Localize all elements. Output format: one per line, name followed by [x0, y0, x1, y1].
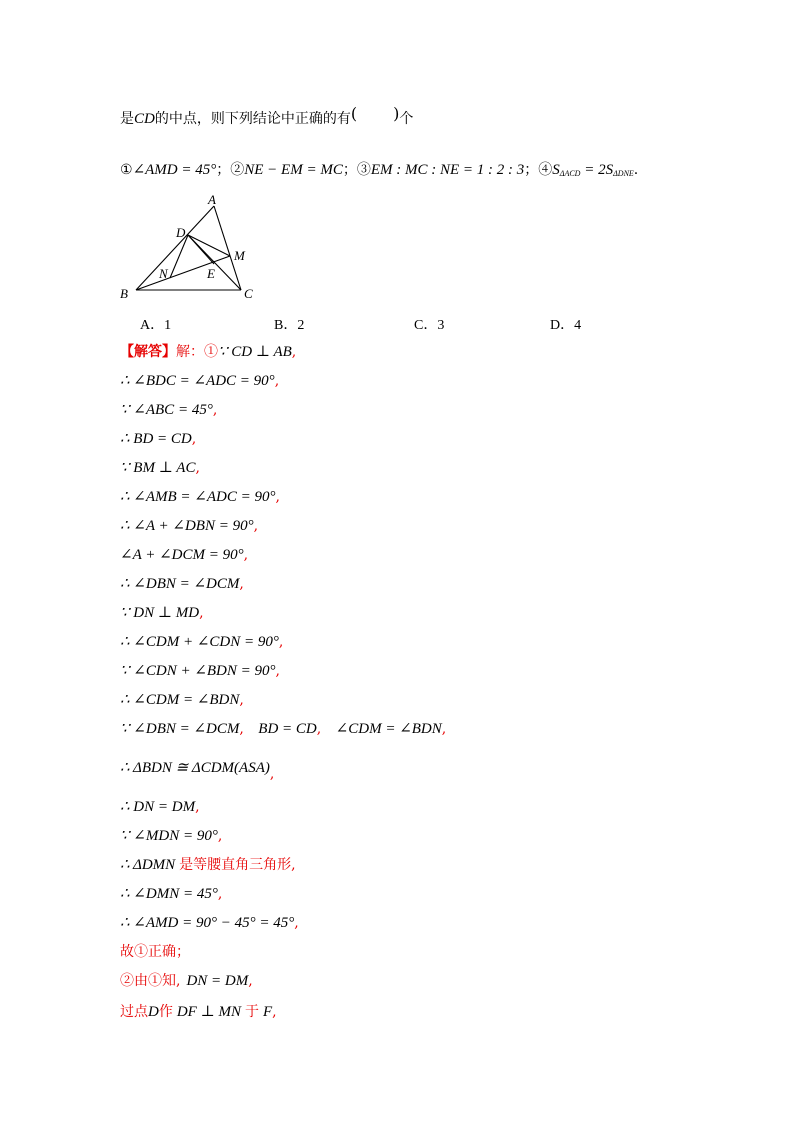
text: 作: [158, 1004, 173, 1020]
math: D: [148, 1004, 159, 1020]
math: ∵ BM ⊥ AC: [120, 460, 196, 476]
text: 故①正确；: [120, 944, 190, 960]
math: ∴ ΔDMN: [120, 857, 176, 873]
conclusion-3-label: ③: [356, 162, 371, 178]
step-1-label: ①: [204, 344, 218, 360]
solution-line: [120, 603, 204, 623]
choice-c-letter: C．: [414, 318, 438, 333]
answer-paren-open: (: [350, 104, 358, 123]
conclusion-4-sub2: ΔDNE: [613, 169, 634, 178]
comma: ,: [274, 373, 280, 389]
math: ∠A + ∠DCM = 90°: [120, 547, 244, 563]
text: 于: [244, 1004, 259, 1020]
math: ∴ ∠CDM = ∠BDN: [120, 692, 240, 708]
label-m: M: [234, 248, 245, 263]
math: ∴ ∠CDM + ∠CDN = 90°: [120, 634, 279, 650]
comma: ,: [195, 460, 200, 476]
conclusions-line: [120, 160, 638, 184]
choice-a-value: 1: [164, 318, 172, 333]
label-c: C: [244, 286, 253, 301]
conclusion-4-eq: = 2S: [580, 162, 614, 178]
comma: ,: [243, 547, 249, 563]
answer-paren-close: ): [393, 104, 400, 123]
choice-c-value: 3: [437, 318, 445, 333]
choice-a: [140, 314, 171, 334]
solution-line: [120, 971, 253, 991]
conclusion-2: NE − EM = MC: [244, 162, 343, 178]
conclusion-3: EM : MC : NE = 1 : 2 : 3: [370, 162, 525, 178]
question-text: 的中点，则下列结论中正确的有: [154, 111, 351, 127]
solution-line: [120, 487, 280, 507]
text: 是等腰直角三角形,: [179, 857, 296, 873]
math: ∴ DN = DM: [120, 799, 196, 815]
question-var-cd: CD: [134, 111, 155, 127]
math: ∵ ∠DBN = ∠DCM: [120, 721, 240, 737]
comma: ,: [316, 721, 322, 737]
math: DN = DM: [186, 973, 249, 989]
label-d: D: [176, 225, 186, 240]
math: F: [262, 1004, 273, 1020]
math: ∴ ΔBDN ≅ ΔCDM(ASA): [120, 760, 270, 776]
math: ∴ ∠DBN = ∠DCM: [120, 576, 240, 592]
math: ∠CDM = ∠BDN: [335, 721, 442, 737]
solution-line: [120, 855, 296, 875]
comma: ,: [278, 634, 284, 650]
solution-jie: 解：: [176, 344, 204, 360]
choice-d: [550, 314, 581, 334]
solution-line: [120, 826, 222, 846]
question-line-1: [120, 104, 414, 129]
comma: ,: [239, 692, 244, 708]
solution-line: [120, 574, 244, 594]
comma: ,: [291, 344, 297, 360]
solution-line: [120, 429, 196, 449]
choice-c: [414, 314, 444, 334]
conclusion-4: [552, 162, 634, 178]
math: ∵ ∠MDN = 90°: [120, 828, 218, 844]
text: ②由①知,: [120, 973, 181, 989]
choice-d-letter: D．: [550, 318, 575, 333]
solution-line: [120, 371, 279, 391]
solution-line: [120, 458, 200, 478]
math: BD = CD: [258, 721, 317, 737]
comma: ,: [248, 973, 253, 989]
solution-line: [120, 690, 244, 710]
comma: ,: [441, 721, 447, 737]
comma: ,: [217, 886, 223, 902]
segment-ab: [136, 206, 214, 290]
separator: ；: [216, 162, 231, 178]
solution-line: [120, 661, 280, 681]
math: ∵ ∠CDN + ∠BDN = 90°: [120, 663, 276, 679]
segment-dm: [188, 235, 230, 256]
comma: ,: [239, 576, 244, 592]
label-a: A: [208, 192, 216, 207]
label-n: N: [159, 266, 168, 281]
conclusion-1-label: ①: [120, 162, 133, 178]
solution-line: [120, 545, 248, 565]
conclusion-4-sub1: ΔACD: [559, 169, 581, 178]
conclusion-1: ∠AMD = 45°: [132, 162, 217, 178]
comma: ,: [199, 605, 204, 621]
math: DF ⊥ MN: [176, 1004, 241, 1020]
choice-d-value: 4: [574, 318, 582, 333]
choice-a-letter: A．: [140, 318, 165, 333]
solution-line: [120, 632, 283, 652]
solution-header-line: [120, 342, 296, 362]
question-suffix: 个: [399, 111, 414, 127]
solution-line: [120, 758, 275, 782]
solution-line: ∵ CD ⊥ AB: [218, 344, 292, 360]
solution-line: [120, 942, 190, 962]
choice-b: [274, 314, 304, 334]
solution-line: [120, 516, 258, 536]
math: ∵ DN ⊥ MD: [120, 605, 200, 621]
comma: ,: [253, 518, 259, 534]
separator: ；: [342, 162, 357, 178]
comma: ,: [294, 915, 299, 931]
question-prefix: 是: [120, 111, 134, 127]
choice-b-value: 2: [297, 318, 305, 333]
comma: ,: [269, 766, 275, 782]
comma: ,: [275, 663, 280, 679]
comma: ,: [272, 1004, 277, 1020]
conclusion-2-label: ②: [230, 162, 245, 178]
math: ∴ ∠A + ∠DBN = 90°: [120, 518, 254, 534]
math: ∵ ∠ABC = 45°: [120, 402, 213, 418]
comma: ,: [195, 799, 200, 815]
segment-bm: [136, 256, 230, 290]
math: ∴ ∠DMN = 45°: [120, 886, 218, 902]
label-b: B: [120, 286, 128, 301]
solution-line: [120, 913, 299, 933]
conclusion-4-s1: S: [552, 162, 560, 178]
solution-line: [120, 884, 222, 904]
comma: ,: [212, 402, 218, 418]
math: ∴ ∠AMB = ∠ADC = 90°: [120, 489, 276, 505]
conclusion-4-label: ④: [538, 162, 553, 178]
solution-line: [120, 1002, 277, 1022]
choice-b-letter: B．: [274, 318, 298, 333]
solution-line: [120, 400, 217, 420]
math: ∴ ∠BDC = ∠ADC = 90°: [120, 373, 275, 389]
segment-dn: [170, 235, 188, 278]
comma: ,: [217, 828, 223, 844]
text: 过点: [120, 1004, 148, 1020]
solution-header: 【解答】: [120, 344, 176, 360]
math: ∴ ∠AMD = 90° − 45° = 45°: [120, 915, 295, 931]
label-e: E: [207, 266, 215, 281]
comma: ,: [275, 489, 280, 505]
comma: ,: [191, 431, 197, 447]
period: .: [633, 162, 639, 178]
comma: ,: [239, 721, 244, 737]
triangle-figure: [118, 192, 268, 304]
segment-de: [188, 235, 214, 264]
solution-line: [120, 719, 446, 739]
separator: ；: [524, 162, 539, 178]
solution-line: [120, 797, 200, 817]
math: ∴ BD = CD: [120, 431, 192, 447]
